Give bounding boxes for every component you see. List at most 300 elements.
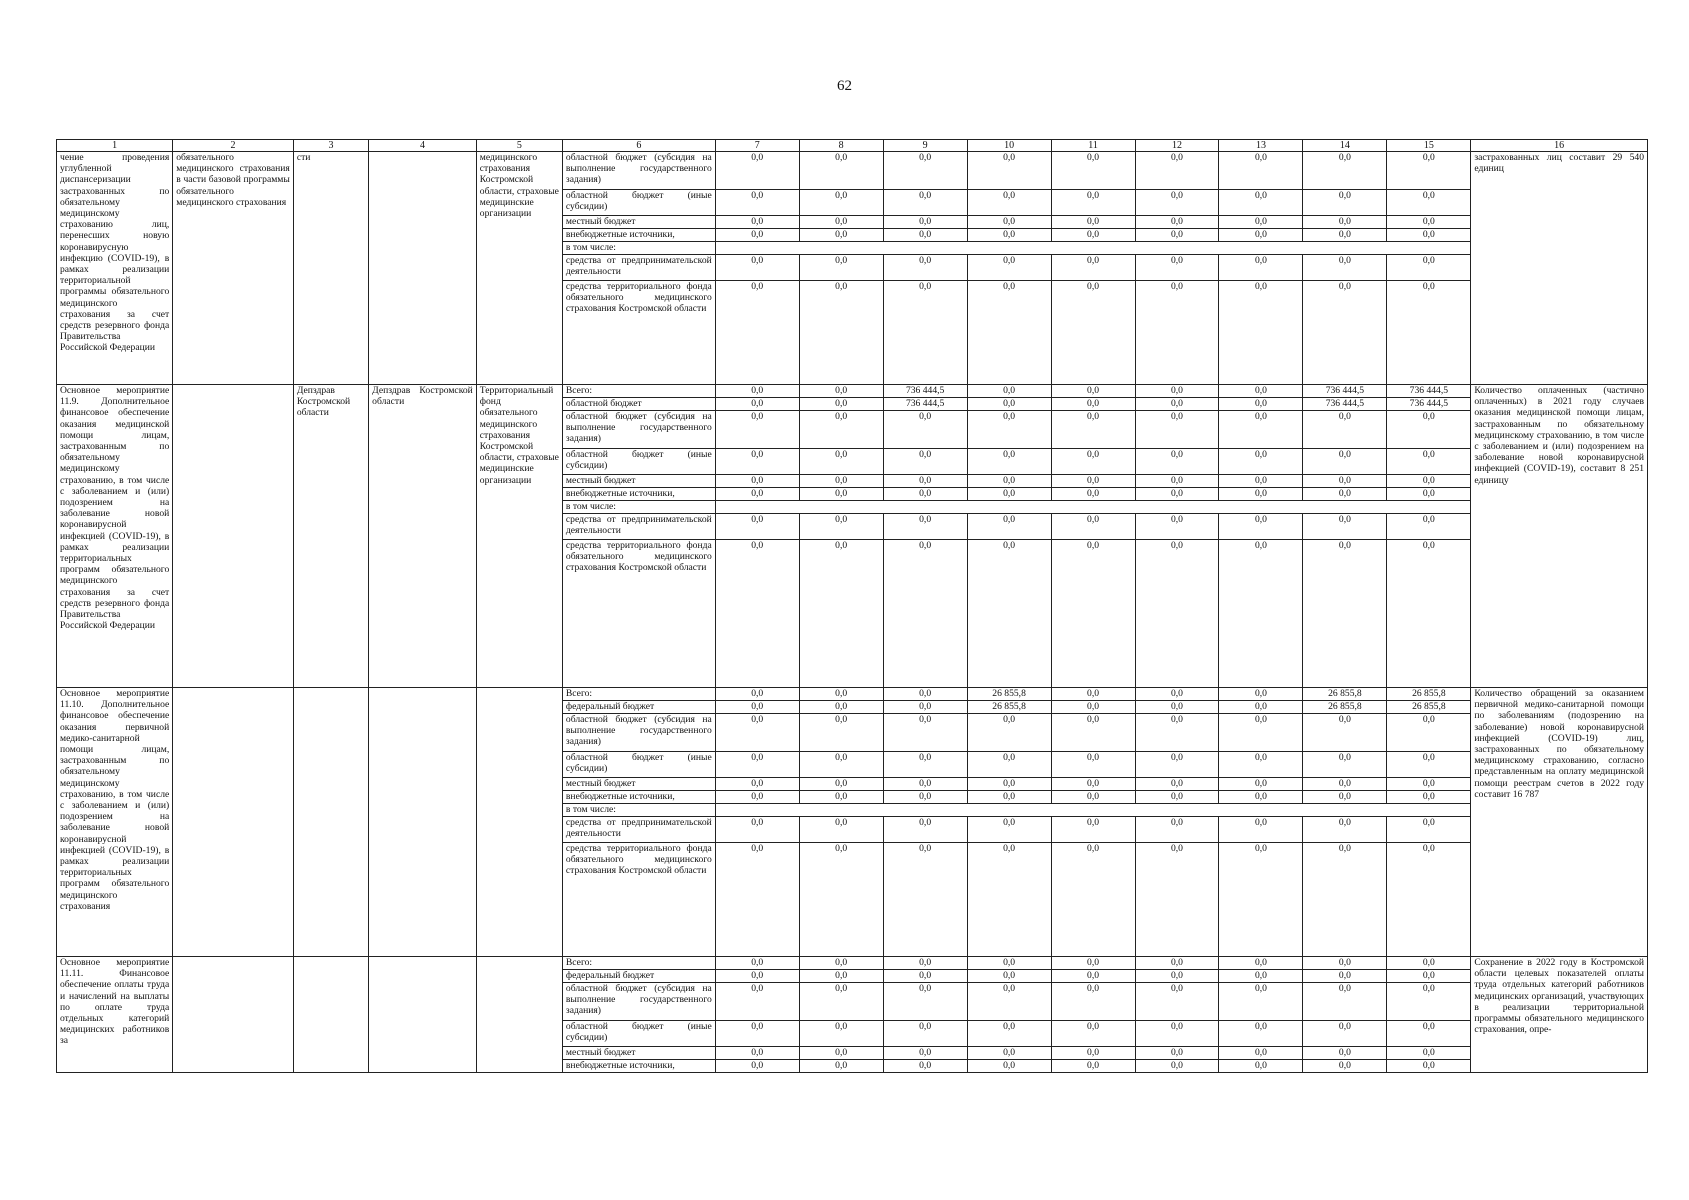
value-cell: 736 444,5	[1303, 385, 1387, 398]
value-cell: 0,0	[967, 475, 1051, 488]
funding-source-cell: Всего:	[562, 385, 715, 398]
value-cell: 0,0	[883, 752, 967, 778]
value-cell: 0,0	[799, 475, 883, 488]
event-cell-c5	[476, 688, 562, 957]
value-cell: 0,0	[715, 540, 799, 688]
value-cell: 0,0	[1387, 714, 1471, 752]
value-cell: 0,0	[1303, 983, 1387, 1021]
value-cell: 0,0	[1219, 540, 1303, 688]
value-cell: 0,0	[1051, 1047, 1135, 1060]
event-cell-c2	[173, 385, 294, 688]
value-cell: 26 855,8	[967, 688, 1051, 701]
value-cell: 0,0	[883, 1060, 967, 1073]
event-cell-c3	[293, 688, 368, 957]
value-cell: 0,0	[883, 688, 967, 701]
event-cell-c1: Основное мероприятие 11.9. Дополнительное финансовое обеспечение оказания медицинской помощи лицам, застрахованным по обязательному медицинскому страхованию, в том числе с заболеванием и (или) подозрением на заболевание новой коронавирусной инфекцией (COVID-19), в рамках реализации территориальных программ обязательного медицинского страхования за счет средств резервного фонда Правительства Российской Федерации	[57, 385, 173, 688]
header-cell: 11	[1051, 140, 1135, 152]
value-cell: 0,0	[883, 281, 967, 385]
value-cell: 0,0	[883, 701, 967, 714]
value-cell: 0,0	[1387, 843, 1471, 957]
value-cell: 0,0	[1219, 1060, 1303, 1073]
value-cell: 0,0	[1303, 475, 1387, 488]
value-cell: 0,0	[1387, 411, 1471, 449]
value-cell: 736 444,5	[883, 385, 967, 398]
value-cell: 0,0	[715, 817, 799, 843]
value-cell: 0,0	[1219, 190, 1303, 216]
value-cell: 0,0	[1051, 817, 1135, 843]
value-cell: 0,0	[1219, 216, 1303, 229]
value-cell: 0,0	[1303, 1060, 1387, 1073]
value-cell: 0,0	[967, 1021, 1051, 1047]
value-cell: 0,0	[1303, 488, 1387, 501]
funding-source-cell: в том числе:	[562, 242, 715, 255]
event-cell-c1: Основное мероприятие 11.10. Дополнительное финансовое обеспечение оказания первичной медико-санитарной помощи лицам, застрахованным по обязательному медицинскому страхованию, в том числе с заболеванием и (или) подозрением на заболевание новой коронавирусной инфекцией (COVID-19), в рамках реализации территориальных программ обязательного медицинского страхования	[57, 688, 173, 957]
value-cell: 0,0	[967, 970, 1051, 983]
value-cell: 0,0	[1219, 752, 1303, 778]
value-cell: 0,0	[1051, 488, 1135, 501]
value-cell: 0,0	[1219, 229, 1303, 242]
value-cell: 0,0	[1135, 817, 1219, 843]
funding-source-cell: внебюджетные источники,	[562, 1060, 715, 1073]
value-cell: 0,0	[715, 229, 799, 242]
value-cell: 0,0	[967, 540, 1051, 688]
value-cell: 0,0	[883, 983, 967, 1021]
funding-source-cell: в том числе:	[562, 804, 715, 817]
value-cell: 0,0	[967, 398, 1051, 411]
value-cell: 0,0	[967, 255, 1051, 281]
value-cell: 0,0	[1219, 957, 1303, 970]
value-cell: 0,0	[715, 843, 799, 957]
value-cell: 0,0	[715, 281, 799, 385]
value-cell: 0,0	[799, 752, 883, 778]
header-cell: 5	[476, 140, 562, 152]
value-cell: 0,0	[1387, 778, 1471, 791]
value-cell: 0,0	[799, 152, 883, 190]
value-cell: 0,0	[1135, 778, 1219, 791]
value-cell: 0,0	[1135, 1047, 1219, 1060]
value-cell: 0,0	[715, 385, 799, 398]
value-cell: 0,0	[799, 281, 883, 385]
value-cell: 0,0	[799, 190, 883, 216]
value-cell: 0,0	[1051, 281, 1135, 385]
value-cell: 0,0	[1387, 152, 1471, 190]
value-cell	[715, 501, 1471, 514]
value-cell: 0,0	[1387, 817, 1471, 843]
value-cell: 0,0	[1303, 752, 1387, 778]
value-cell: 0,0	[1135, 970, 1219, 983]
value-cell: 0,0	[1387, 190, 1471, 216]
funding-source-cell: областной бюджет (субсидия на выполнение государственного задания)	[562, 983, 715, 1021]
header-cell: 13	[1219, 140, 1303, 152]
value-cell: 0,0	[1051, 385, 1135, 398]
finance-table	[56, 139, 1648, 1073]
value-cell: 0,0	[1051, 540, 1135, 688]
value-cell: 0,0	[1219, 398, 1303, 411]
value-cell: 0,0	[967, 514, 1051, 540]
value-cell: 0,0	[715, 216, 799, 229]
funding-source-cell: федеральный бюджет	[562, 701, 715, 714]
value-cell: 0,0	[883, 540, 967, 688]
value-cell: 0,0	[883, 791, 967, 804]
value-cell: 0,0	[1303, 216, 1387, 229]
value-cell: 0,0	[1387, 791, 1471, 804]
value-cell: 0,0	[715, 514, 799, 540]
result-indicator-cell: Сохранение в 2022 году в Костромской области целевых показателей оплаты труда отдельных категорий работников медицинских организаций, участвующих в реализации территориальной программы обязательного медицинского страхования, опре-	[1471, 957, 1648, 1073]
event-cell-c5: медицинского страхования Костромской области, страховые медицинские организации	[476, 152, 562, 385]
value-cell: 0,0	[1051, 843, 1135, 957]
result-indicator-cell: Количество оплаченных (частично оплаченных) в 2021 году случаев оказания медицинской помощи лицам, застрахованным по обязательному медицинскому страхованию, в том числе с заболеванием и (или) подозрением на заболевание новой коронавирусной инфекцией (COVID-19), составит 8 251 единицу	[1471, 385, 1648, 688]
value-cell: 0,0	[715, 411, 799, 449]
event-cell-c5: Территориальный фонд обязательного медицинского страхования Костромской области, страховые медицинские организации	[476, 385, 562, 688]
value-cell: 0,0	[967, 752, 1051, 778]
value-cell: 0,0	[967, 152, 1051, 190]
value-cell: 0,0	[1303, 1047, 1387, 1060]
funding-source-cell: внебюджетные источники,	[562, 791, 715, 804]
funding-source-cell: областной бюджет	[562, 398, 715, 411]
funding-source-cell: областной бюджет (иные субсидии)	[562, 1021, 715, 1047]
value-cell: 0,0	[1387, 229, 1471, 242]
value-cell: 736 444,5	[1303, 398, 1387, 411]
value-cell: 26 855,8	[967, 701, 1051, 714]
value-cell: 0,0	[1387, 255, 1471, 281]
value-cell: 0,0	[967, 843, 1051, 957]
value-cell: 0,0	[1051, 701, 1135, 714]
value-cell: 0,0	[1303, 970, 1387, 983]
value-cell: 0,0	[883, 514, 967, 540]
event-cell-c4	[369, 688, 477, 957]
value-cell: 0,0	[1387, 216, 1471, 229]
header-cell: 15	[1387, 140, 1471, 152]
value-cell: 0,0	[1051, 1060, 1135, 1073]
value-cell: 0,0	[883, 411, 967, 449]
funding-source-cell: областной бюджет (субсидия на выполнение государственного задания)	[562, 714, 715, 752]
value-cell: 0,0	[1135, 229, 1219, 242]
value-cell: 0,0	[967, 190, 1051, 216]
value-cell: 0,0	[799, 216, 883, 229]
value-cell: 0,0	[1219, 843, 1303, 957]
value-cell: 0,0	[1303, 957, 1387, 970]
value-cell: 0,0	[967, 1060, 1051, 1073]
value-cell: 0,0	[799, 488, 883, 501]
value-cell: 0,0	[1303, 190, 1387, 216]
value-cell: 0,0	[1135, 791, 1219, 804]
value-cell: 0,0	[1303, 281, 1387, 385]
value-cell: 0,0	[715, 791, 799, 804]
value-cell: 0,0	[1219, 488, 1303, 501]
header-cell: 12	[1135, 140, 1219, 152]
value-cell: 0,0	[715, 778, 799, 791]
event-cell-c3: сти	[293, 152, 368, 385]
value-cell: 0,0	[715, 714, 799, 752]
value-cell: 0,0	[799, 449, 883, 475]
value-cell: 0,0	[883, 488, 967, 501]
value-cell: 0,0	[1219, 714, 1303, 752]
value-cell: 0,0	[967, 229, 1051, 242]
event-cell-c3	[293, 957, 368, 1073]
value-cell: 0,0	[883, 475, 967, 488]
table-row	[57, 957, 1648, 970]
value-cell: 0,0	[715, 1021, 799, 1047]
header-cell: 9	[883, 140, 967, 152]
event-cell-c4	[369, 957, 477, 1073]
value-cell: 0,0	[1303, 791, 1387, 804]
funding-source-cell: средства территориального фонда обязательного медицинского страхования Костромской области	[562, 281, 715, 385]
value-cell: 0,0	[799, 843, 883, 957]
value-cell: 0,0	[1135, 398, 1219, 411]
value-cell: 0,0	[967, 817, 1051, 843]
value-cell: 0,0	[883, 1021, 967, 1047]
value-cell: 0,0	[715, 957, 799, 970]
value-cell: 0,0	[1387, 957, 1471, 970]
funding-source-cell: Всего:	[562, 688, 715, 701]
value-cell: 0,0	[967, 385, 1051, 398]
value-cell: 0,0	[1219, 449, 1303, 475]
value-cell: 0,0	[967, 1047, 1051, 1060]
funding-source-cell: местный бюджет	[562, 778, 715, 791]
value-cell: 0,0	[1387, 1047, 1471, 1060]
value-cell: 0,0	[715, 255, 799, 281]
value-cell: 0,0	[1051, 714, 1135, 752]
value-cell: 0,0	[1387, 514, 1471, 540]
value-cell: 0,0	[715, 449, 799, 475]
value-cell: 0,0	[1219, 688, 1303, 701]
value-cell: 0,0	[1219, 1047, 1303, 1060]
value-cell: 0,0	[1051, 791, 1135, 804]
value-cell: 0,0	[799, 1060, 883, 1073]
value-cell: 0,0	[967, 778, 1051, 791]
funding-source-cell: средства от предпринимательской деятельности	[562, 514, 715, 540]
event-cell-c2: обязательного медицинского страхования в части базовой программы обязательного медицинского страхования	[173, 152, 294, 385]
value-cell: 26 855,8	[1387, 701, 1471, 714]
value-cell: 0,0	[883, 152, 967, 190]
value-cell: 0,0	[1387, 475, 1471, 488]
value-cell: 0,0	[1051, 1021, 1135, 1047]
value-cell: 0,0	[1135, 488, 1219, 501]
header-cell: 8	[799, 140, 883, 152]
value-cell: 0,0	[1135, 1060, 1219, 1073]
value-cell: 0,0	[1135, 957, 1219, 970]
table-row	[57, 152, 1648, 190]
value-cell: 0,0	[1135, 701, 1219, 714]
value-cell: 0,0	[799, 1047, 883, 1060]
value-cell: 0,0	[883, 970, 967, 983]
header-cell: 2	[173, 140, 294, 152]
value-cell: 0,0	[883, 229, 967, 242]
value-cell: 0,0	[1387, 488, 1471, 501]
event-cell-c2	[173, 957, 294, 1073]
header-cell: 10	[967, 140, 1051, 152]
value-cell: 0,0	[1387, 752, 1471, 778]
value-cell: 0,0	[1135, 475, 1219, 488]
value-cell: 0,0	[799, 229, 883, 242]
value-cell: 0,0	[883, 216, 967, 229]
value-cell: 0,0	[1303, 714, 1387, 752]
value-cell: 0,0	[1135, 449, 1219, 475]
value-cell: 0,0	[967, 983, 1051, 1021]
value-cell: 0,0	[715, 488, 799, 501]
value-cell: 0,0	[715, 398, 799, 411]
value-cell: 0,0	[715, 752, 799, 778]
value-cell: 0,0	[1051, 983, 1135, 1021]
value-cell: 0,0	[1387, 540, 1471, 688]
value-cell: 0,0	[1051, 970, 1135, 983]
event-cell-c2	[173, 688, 294, 957]
value-cell: 0,0	[1135, 281, 1219, 385]
funding-source-cell: внебюджетные источники,	[562, 488, 715, 501]
value-cell: 0,0	[883, 1047, 967, 1060]
value-cell: 0,0	[883, 714, 967, 752]
value-cell: 0,0	[1135, 1021, 1219, 1047]
value-cell: 0,0	[1219, 281, 1303, 385]
value-cell: 0,0	[1051, 216, 1135, 229]
value-cell: 0,0	[799, 817, 883, 843]
value-cell: 0,0	[1135, 385, 1219, 398]
funding-source-cell: средства от предпринимательской деятельности	[562, 255, 715, 281]
value-cell: 0,0	[1219, 411, 1303, 449]
value-cell: 0,0	[1219, 385, 1303, 398]
funding-source-cell: Всего:	[562, 957, 715, 970]
value-cell: 0,0	[1219, 514, 1303, 540]
header-cell: 16	[1471, 140, 1648, 152]
value-cell: 0,0	[1219, 970, 1303, 983]
value-cell	[715, 242, 1471, 255]
value-cell: 0,0	[1051, 190, 1135, 216]
event-cell-c4	[369, 152, 477, 385]
funding-source-cell: областной бюджет (субсидия на выполнение государственного задания)	[562, 152, 715, 190]
value-cell: 0,0	[1135, 688, 1219, 701]
table-row	[57, 688, 1648, 701]
value-cell: 0,0	[1051, 229, 1135, 242]
funding-source-cell: местный бюджет	[562, 1047, 715, 1060]
value-cell: 0,0	[1387, 970, 1471, 983]
value-cell: 0,0	[715, 1060, 799, 1073]
header-cell: 6	[562, 140, 715, 152]
value-cell: 0,0	[715, 701, 799, 714]
funding-source-cell: средства территориального фонда обязательного медицинского страхования Костромской области	[562, 843, 715, 957]
value-cell: 0,0	[1051, 778, 1135, 791]
value-cell: 0,0	[1219, 983, 1303, 1021]
value-cell: 0,0	[883, 449, 967, 475]
value-cell: 0,0	[1303, 540, 1387, 688]
value-cell: 0,0	[883, 190, 967, 216]
value-cell: 0,0	[1219, 1021, 1303, 1047]
value-cell: 0,0	[1051, 752, 1135, 778]
value-cell: 0,0	[1051, 449, 1135, 475]
funding-source-cell: федеральный бюджет	[562, 970, 715, 983]
value-cell: 0,0	[1135, 983, 1219, 1021]
value-cell: 0,0	[1219, 701, 1303, 714]
value-cell: 0,0	[1219, 152, 1303, 190]
value-cell: 0,0	[1219, 778, 1303, 791]
value-cell: 0,0	[1303, 411, 1387, 449]
value-cell: 0,0	[1135, 843, 1219, 957]
value-cell: 0,0	[715, 983, 799, 1021]
value-cell: 0,0	[715, 1047, 799, 1060]
value-cell: 0,0	[1303, 817, 1387, 843]
value-cell: 26 855,8	[1387, 688, 1471, 701]
value-cell: 0,0	[883, 817, 967, 843]
value-cell: 0,0	[1303, 229, 1387, 242]
value-cell: 0,0	[799, 540, 883, 688]
value-cell: 0,0	[799, 514, 883, 540]
value-cell: 0,0	[1303, 514, 1387, 540]
value-cell: 0,0	[799, 255, 883, 281]
value-cell: 0,0	[1219, 475, 1303, 488]
event-cell-c4: Депздрав Костромской области	[369, 385, 477, 688]
value-cell: 0,0	[883, 843, 967, 957]
value-cell: 0,0	[715, 970, 799, 983]
value-cell: 0,0	[1051, 688, 1135, 701]
header-cell: 14	[1303, 140, 1387, 152]
result-indicator-cell: Количество обращений за оказанием первичной медико-санитарной помощи по заболеваниям (подозрению на заболевание) новой коронавирусной инфекцией (COVID-19) лиц, застрахованных по обязательному медицинскому страхованию, согласно представленным на оплату медицинской помощи реестрам счетов в 2022 году составит 16 787	[1471, 688, 1648, 957]
value-cell: 0,0	[1303, 152, 1387, 190]
header-cell: 3	[293, 140, 368, 152]
value-cell: 0,0	[1051, 957, 1135, 970]
value-cell: 0,0	[1135, 411, 1219, 449]
funding-source-cell: областной бюджет (иные субсидии)	[562, 449, 715, 475]
value-cell	[715, 804, 1471, 817]
value-cell: 0,0	[1051, 475, 1135, 488]
value-cell: 0,0	[715, 152, 799, 190]
value-cell: 0,0	[1135, 752, 1219, 778]
value-cell: 0,0	[799, 778, 883, 791]
value-cell: 0,0	[799, 1021, 883, 1047]
value-cell: 0,0	[1303, 843, 1387, 957]
value-cell: 0,0	[1135, 216, 1219, 229]
funding-source-cell: областной бюджет (субсидия на выполнение государственного задания)	[562, 411, 715, 449]
header-cell: 1	[57, 140, 173, 152]
value-cell: 0,0	[799, 791, 883, 804]
value-cell: 0,0	[799, 957, 883, 970]
value-cell: 0,0	[1219, 255, 1303, 281]
event-cell-c1: Основное мероприятие 11.11. Финансовое обеспечение оплаты труда и начислений на выплаты по оплате труда отдельных категорий медицинских работников за	[57, 957, 173, 1073]
value-cell: 0,0	[1387, 983, 1471, 1021]
event-cell-c1: чение проведения углубленной диспансеризации застрахованных по обязательному медицинскому страхованию лиц, перенесших новую коронавирусную инфекцию (COVID-19), в рамках реализации территориальной программы обязательного медицинского страхования за счет средств резервного фонда Правительства Российской Федерации	[57, 152, 173, 385]
funding-source-cell: областной бюджет (иные субсидии)	[562, 752, 715, 778]
value-cell: 0,0	[1051, 411, 1135, 449]
value-cell: 0,0	[799, 385, 883, 398]
event-cell-c3: Депздрав Костромской области	[293, 385, 368, 688]
value-cell: 0,0	[1135, 540, 1219, 688]
value-cell: 0,0	[1303, 255, 1387, 281]
value-cell: 26 855,8	[1303, 688, 1387, 701]
header-row	[57, 140, 1648, 152]
funding-source-cell: внебюджетные источники,	[562, 229, 715, 242]
value-cell: 0,0	[967, 281, 1051, 385]
value-cell: 0,0	[1135, 514, 1219, 540]
value-cell: 0,0	[1051, 255, 1135, 281]
value-cell: 26 855,8	[1303, 701, 1387, 714]
value-cell: 0,0	[967, 411, 1051, 449]
value-cell: 0,0	[1135, 255, 1219, 281]
value-cell: 0,0	[1135, 190, 1219, 216]
value-cell: 0,0	[883, 778, 967, 791]
value-cell: 0,0	[967, 957, 1051, 970]
value-cell: 0,0	[1051, 514, 1135, 540]
value-cell: 0,0	[799, 714, 883, 752]
header-cell: 7	[715, 140, 799, 152]
value-cell: 0,0	[1387, 281, 1471, 385]
value-cell: 0,0	[799, 983, 883, 1021]
funding-source-cell: в том числе:	[562, 501, 715, 514]
value-cell: 0,0	[799, 688, 883, 701]
funding-source-cell: областной бюджет (иные субсидии)	[562, 190, 715, 216]
value-cell: 0,0	[883, 255, 967, 281]
value-cell: 0,0	[967, 714, 1051, 752]
value-cell: 0,0	[715, 688, 799, 701]
value-cell: 0,0	[967, 449, 1051, 475]
value-cell: 0,0	[1303, 778, 1387, 791]
